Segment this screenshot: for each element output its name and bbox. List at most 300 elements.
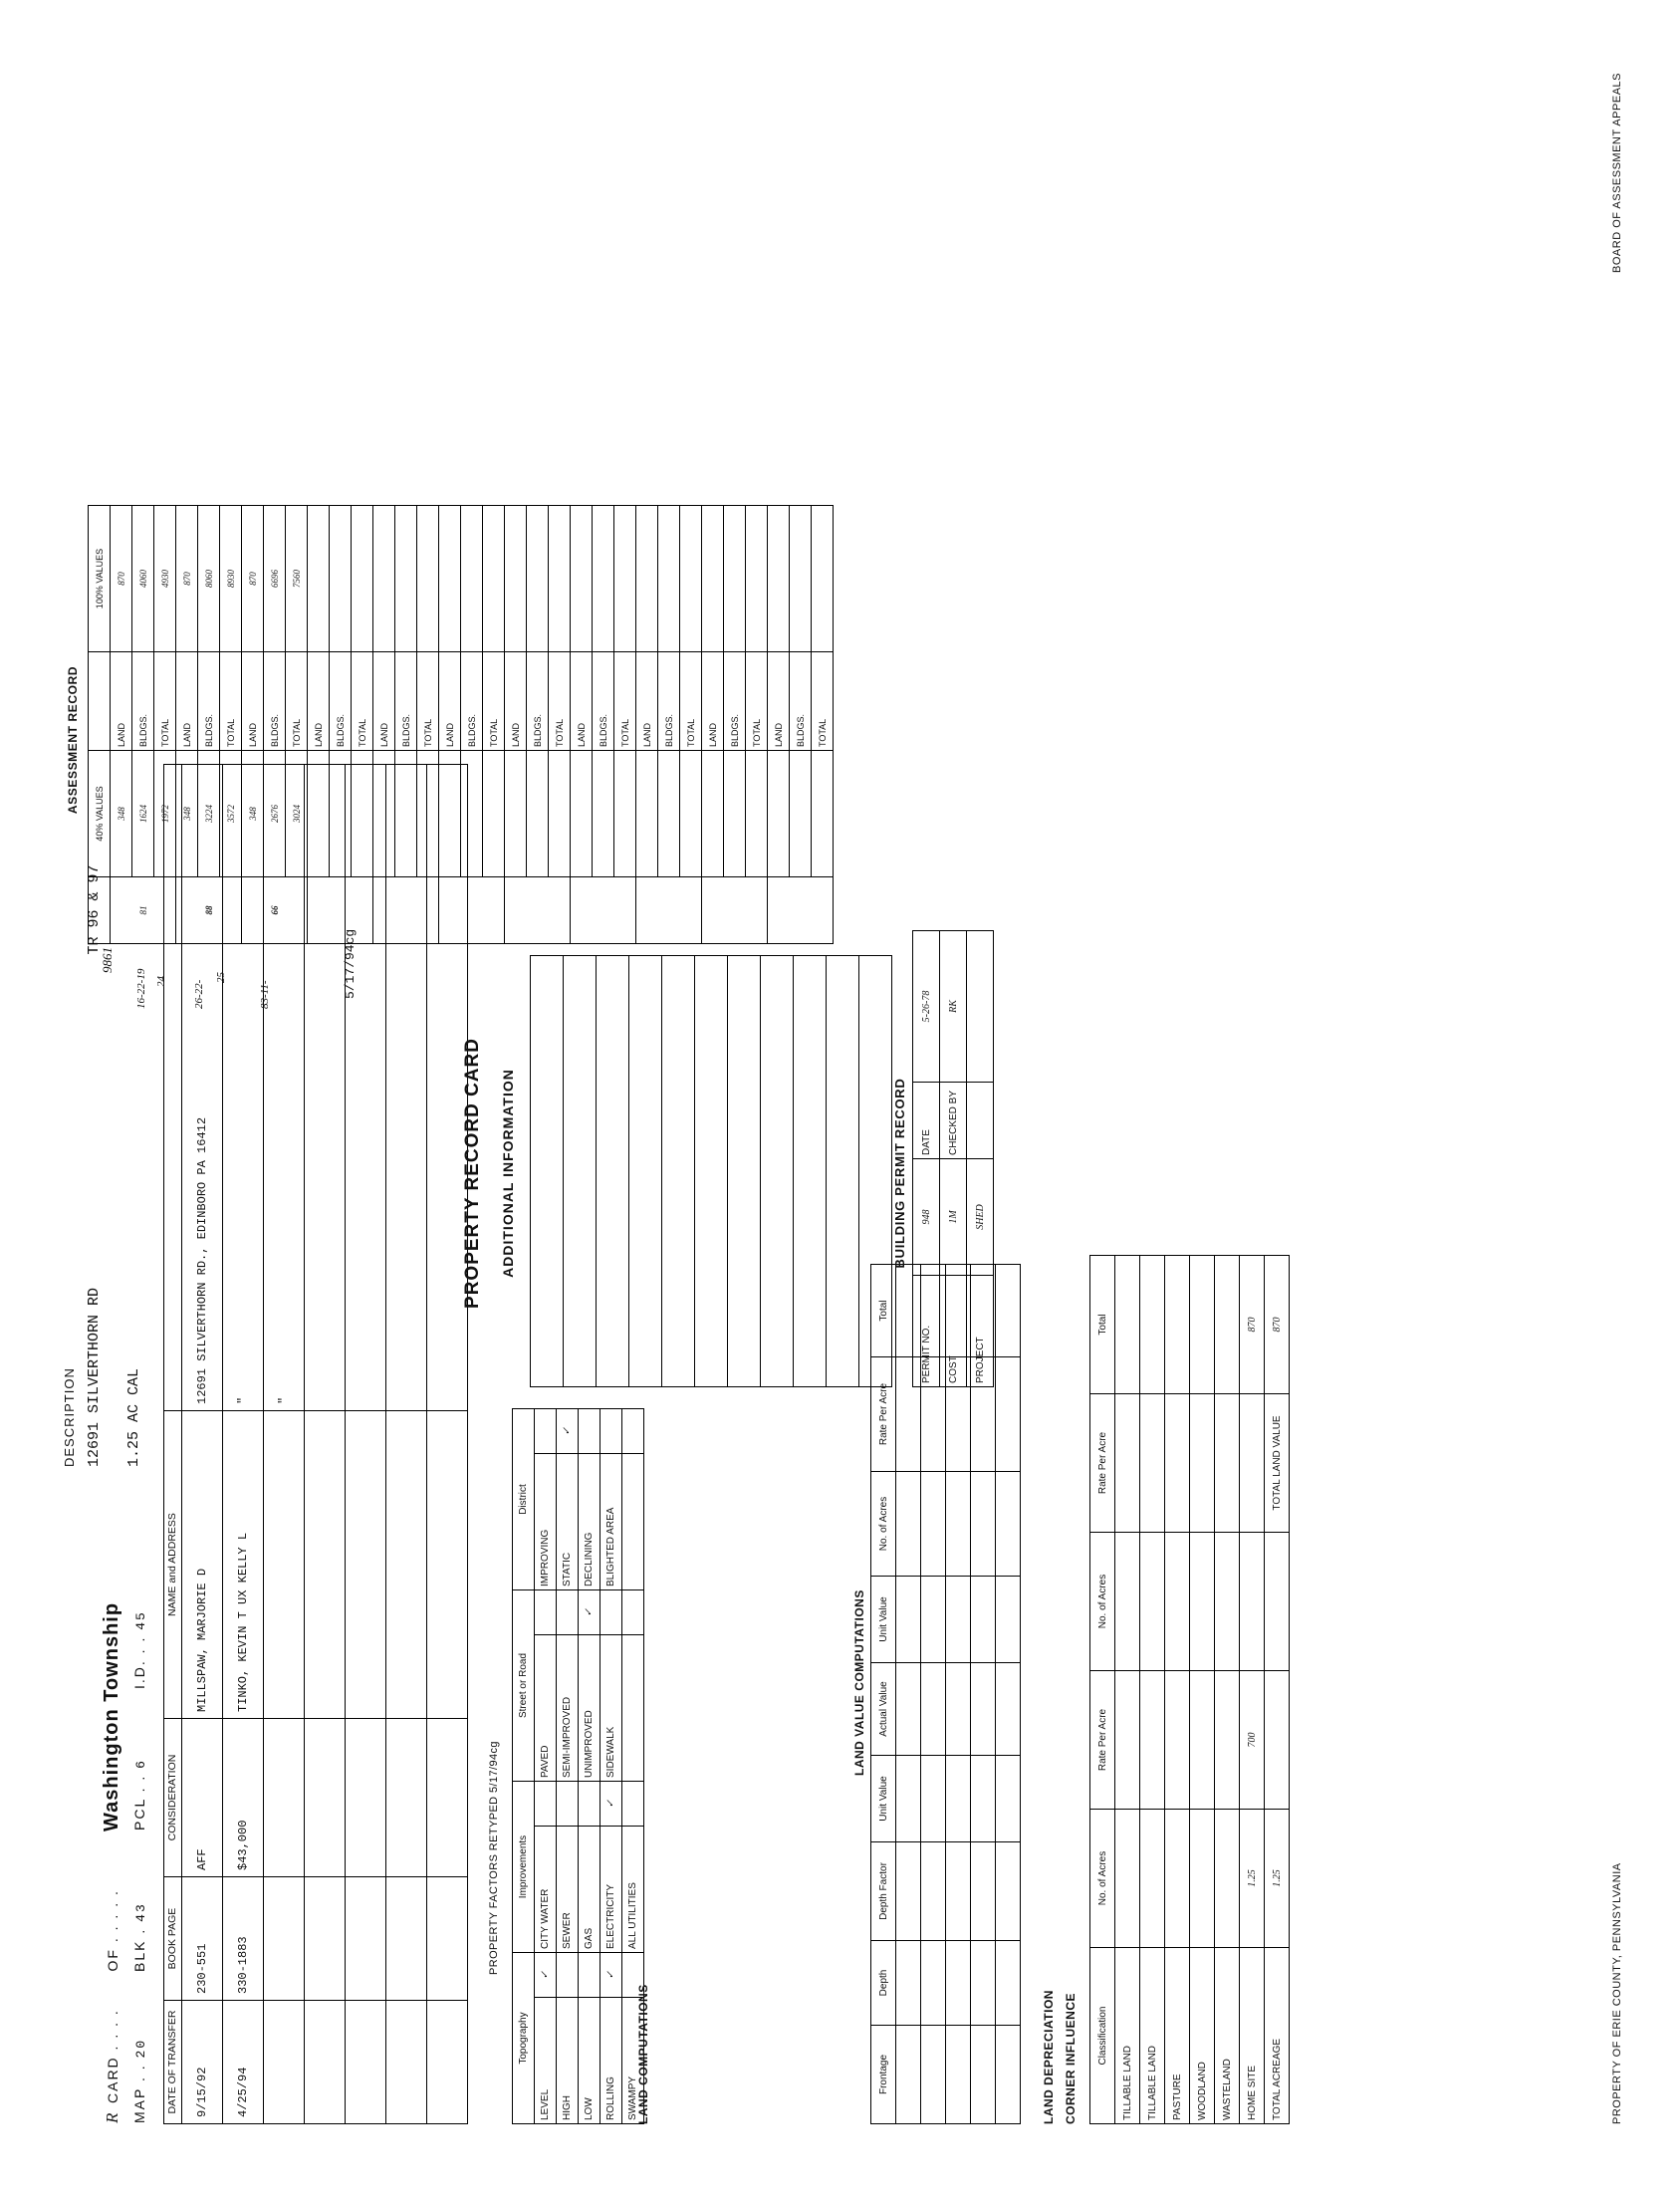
cell-depth-factor[interactable] bbox=[920, 1842, 945, 1941]
cell-acres-2[interactable] bbox=[1189, 1533, 1214, 1671]
land-depreciation-label: LAND DEPRECIATION bbox=[1041, 1990, 1056, 2124]
cell-unit-value[interactable] bbox=[970, 1756, 995, 1842]
assessment-100[interactable] bbox=[613, 506, 635, 652]
cell-unit-value[interactable] bbox=[895, 1756, 920, 1842]
cell-acres-2[interactable] bbox=[1164, 1533, 1189, 1671]
cell-frontage[interactable] bbox=[945, 2026, 970, 2124]
cell-rate[interactable] bbox=[1139, 1671, 1164, 1810]
cell-book-page bbox=[345, 1877, 385, 2001]
addl-line[interactable] bbox=[760, 956, 793, 1387]
cell-date bbox=[304, 2001, 345, 2124]
bpr-value-permit-no[interactable]: 948 bbox=[912, 1159, 939, 1276]
assessment-row-label: TOTAL bbox=[679, 652, 701, 751]
cell-consideration bbox=[263, 1719, 304, 1877]
cell-date: 9/15/92 bbox=[181, 2001, 222, 2124]
cell-acres-2[interactable] bbox=[1214, 1533, 1239, 1671]
impr-check[interactable] bbox=[621, 1782, 643, 1827]
cell-total[interactable] bbox=[1189, 1256, 1214, 1394]
cell-rate-2[interactable] bbox=[1139, 1394, 1164, 1533]
assessment-row-label: LAND bbox=[635, 652, 657, 751]
assessment-row-label: LAND bbox=[570, 652, 592, 751]
id-label: I.D. bbox=[130, 1659, 147, 1689]
district-check[interactable]: ✓ bbox=[556, 1409, 578, 1454]
impr-check[interactable]: ✓ bbox=[600, 1782, 621, 1827]
assessment-100[interactable]: 4930 bbox=[153, 506, 175, 652]
cell-acres[interactable]: 1.25 bbox=[1239, 1810, 1264, 1948]
assessment-40[interactable] bbox=[394, 751, 416, 877]
cell-acres[interactable] bbox=[1214, 1810, 1239, 1948]
assessment-40[interactable]: 348 bbox=[110, 751, 131, 877]
cell-date bbox=[345, 2001, 385, 2124]
table-row bbox=[534, 1409, 556, 2124]
cell-unit-value[interactable] bbox=[945, 1756, 970, 1842]
table-row bbox=[895, 1265, 920, 2124]
pcl-value: 6 bbox=[132, 1759, 148, 1769]
assessment-40[interactable]: 348 bbox=[241, 751, 263, 877]
assessment-row-label: TOTAL bbox=[416, 652, 438, 751]
table-row bbox=[858, 956, 891, 1387]
cell-depth[interactable] bbox=[895, 1941, 920, 2026]
assessment-100[interactable] bbox=[701, 506, 723, 652]
cell-address: 12691 SILVERTHORN RD., EDINBORO PA 16412 bbox=[181, 765, 222, 1411]
cell-name: TINKO, KEVIN T UX KELLY L bbox=[222, 1411, 263, 1719]
assessment-40[interactable] bbox=[592, 751, 613, 877]
assessment-40[interactable]: 3024 bbox=[285, 751, 307, 877]
assessment-100[interactable]: 4060 bbox=[131, 506, 153, 652]
th-total: Total bbox=[870, 1265, 895, 1357]
assessment-40[interactable] bbox=[329, 751, 351, 877]
cell-rate-2[interactable] bbox=[1164, 1394, 1189, 1533]
th-row-label bbox=[88, 652, 110, 751]
cell-frontage[interactable] bbox=[920, 2026, 945, 2124]
cell-depth[interactable] bbox=[995, 1941, 1020, 2026]
cell-rate-2[interactable] bbox=[1114, 1394, 1139, 1533]
addl-line[interactable] bbox=[628, 956, 661, 1387]
cell-rate[interactable] bbox=[1189, 1671, 1214, 1810]
district-spacer-check bbox=[621, 1409, 643, 1454]
assessment-100[interactable] bbox=[679, 506, 701, 652]
addl-line[interactable] bbox=[694, 956, 727, 1387]
assessment-40[interactable] bbox=[723, 751, 745, 877]
bpr-value-date[interactable]: 5-26-78 bbox=[912, 931, 939, 1083]
assessment-100[interactable] bbox=[723, 506, 745, 652]
cell-date: 4/25/94 bbox=[222, 2001, 263, 2124]
assessment-100[interactable] bbox=[548, 506, 570, 652]
cell-actual-value[interactable] bbox=[945, 1663, 970, 1756]
assessment-year[interactable] bbox=[767, 877, 833, 944]
table-row bbox=[1114, 1256, 1139, 2124]
bpr-value-checked-by[interactable]: RK bbox=[939, 931, 966, 1083]
table-row bbox=[694, 956, 727, 1387]
cell-total[interactable] bbox=[1114, 1256, 1139, 1394]
assessment-year[interactable]: 88 bbox=[175, 877, 241, 944]
cell-acres[interactable] bbox=[970, 1472, 995, 1577]
total-land-value[interactable]: 870 bbox=[1264, 1256, 1289, 1394]
cell-depth-factor[interactable] bbox=[970, 1842, 995, 1941]
assessment-40[interactable] bbox=[548, 751, 570, 877]
district-label: DECLINING bbox=[578, 1454, 600, 1590]
district-check[interactable] bbox=[578, 1409, 600, 1454]
route-value: TR 96 & 97 bbox=[85, 864, 103, 955]
assessment-40[interactable] bbox=[767, 751, 789, 877]
addl-line[interactable] bbox=[727, 956, 760, 1387]
assessment-40[interactable] bbox=[372, 751, 394, 877]
table-row bbox=[563, 956, 596, 1387]
cell-actual-value[interactable] bbox=[970, 1663, 995, 1756]
cell-rate-2[interactable] bbox=[1239, 1394, 1264, 1533]
cell-rate-2[interactable] bbox=[1189, 1394, 1214, 1533]
cell-rate[interactable] bbox=[1164, 1671, 1189, 1810]
cell-unit-value[interactable] bbox=[920, 1756, 945, 1842]
table-row bbox=[110, 506, 131, 944]
th-topography: Topography bbox=[512, 1953, 534, 2124]
th-unit-value: Unit Value bbox=[870, 1756, 895, 1842]
table-row bbox=[939, 931, 966, 1387]
footer-right: BOARD OF ASSESSMENT APPEALS bbox=[1610, 73, 1623, 273]
table-row bbox=[504, 506, 526, 944]
assessment-100[interactable] bbox=[767, 506, 789, 652]
impr-label: SEWER bbox=[556, 1827, 578, 1953]
assessment-row-label: TOTAL bbox=[482, 652, 504, 751]
assessment-100[interactable]: 7560 bbox=[285, 506, 307, 652]
card-field: CARD . . . . bbox=[104, 2009, 120, 2103]
cell-book-page bbox=[304, 1877, 345, 2001]
assessment-100[interactable] bbox=[372, 506, 394, 652]
assessment-100[interactable] bbox=[307, 506, 329, 652]
assessment-annotation: 83-11- bbox=[258, 980, 271, 1009]
assessment-year[interactable] bbox=[438, 877, 504, 944]
assessment-row-label: BLDGS. bbox=[394, 652, 416, 751]
assessment-year[interactable] bbox=[307, 877, 372, 944]
assessment-year[interactable] bbox=[635, 877, 701, 944]
assessment-row-label: TOTAL bbox=[285, 652, 307, 751]
addl-line[interactable] bbox=[596, 956, 628, 1387]
cell-depth-factor[interactable] bbox=[995, 1842, 1020, 1941]
impr-label: ELECTRICITY bbox=[600, 1827, 621, 1953]
cell-classification: WOODLAND bbox=[1189, 1948, 1214, 2124]
cell-rate[interactable] bbox=[995, 1357, 1020, 1472]
map-value: 20 bbox=[132, 2038, 148, 2059]
assessment-row-label: TOTAL bbox=[745, 652, 767, 751]
cell-depth[interactable] bbox=[920, 1941, 945, 2026]
cell-total-acreage-label: TOTAL ACREAGE bbox=[1264, 1948, 1289, 2124]
cell-consideration bbox=[385, 1719, 426, 1877]
assessment-year[interactable] bbox=[701, 877, 767, 944]
cell-total[interactable] bbox=[1214, 1256, 1239, 1394]
assessment-row-label: TOTAL bbox=[613, 652, 635, 751]
cell-consideration: $43,000 bbox=[222, 1719, 263, 1877]
assessment-40[interactable] bbox=[811, 751, 833, 877]
assessment-40[interactable] bbox=[745, 751, 767, 877]
th-acres: No. of Acres bbox=[1089, 1810, 1114, 1948]
header-scribble: R bbox=[102, 2112, 120, 2123]
description-label: DESCRIPTION bbox=[61, 1367, 77, 1467]
impr-check[interactable] bbox=[556, 1782, 578, 1827]
table-row bbox=[600, 1409, 621, 2124]
impr-check[interactable] bbox=[578, 1782, 600, 1827]
cell-rate[interactable] bbox=[1264, 1671, 1289, 1810]
assessment-40[interactable] bbox=[701, 751, 723, 877]
table-row bbox=[701, 506, 723, 944]
cell-acres[interactable] bbox=[945, 1472, 970, 1577]
topo-label: HIGH bbox=[556, 1998, 578, 2124]
assessment-40[interactable] bbox=[635, 751, 657, 877]
assessment-row-label: LAND bbox=[307, 652, 329, 751]
assessment-100[interactable]: 870 bbox=[241, 506, 263, 652]
land-value-computations-label: LAND VALUE COMPUTATIONS bbox=[851, 1589, 866, 1776]
assessment-40[interactable] bbox=[482, 751, 504, 877]
table-row bbox=[661, 956, 694, 1387]
table-row bbox=[760, 956, 793, 1387]
cell-actual-value[interactable] bbox=[995, 1663, 1020, 1756]
th-no-of-acres: No. of Acres bbox=[870, 1472, 895, 1577]
assessment-40[interactable] bbox=[351, 751, 372, 877]
topo-check[interactable]: ✓ bbox=[600, 1953, 621, 1998]
assessment-100[interactable]: 8060 bbox=[197, 506, 219, 652]
table-row bbox=[1214, 1256, 1239, 2124]
bpr-label-date: DATE bbox=[912, 1083, 939, 1159]
of-label: OF bbox=[104, 1948, 120, 1972]
th-acres-2: No. of Acres bbox=[1089, 1533, 1114, 1671]
table-row bbox=[426, 765, 467, 2124]
cell-depth-factor[interactable] bbox=[945, 1842, 970, 1941]
cell-acres[interactable] bbox=[995, 1472, 1020, 1577]
cell-depth-factor[interactable] bbox=[895, 1842, 920, 1941]
cell-book-page bbox=[426, 1877, 467, 2001]
map-field: MAP . . 20 bbox=[130, 2038, 148, 2123]
building-permit-record-label: BUILDING PERMIT RECORD bbox=[891, 1078, 907, 1269]
id-value: 45 bbox=[132, 1610, 148, 1630]
street-check[interactable]: ✓ bbox=[578, 1590, 600, 1635]
assessment-record-title: ASSESSMENT RECORD bbox=[65, 665, 80, 815]
cell-unit-value-2[interactable] bbox=[920, 1577, 945, 1663]
assessment-100[interactable] bbox=[789, 506, 811, 652]
table-row bbox=[1139, 1256, 1164, 2124]
cell-acres[interactable] bbox=[1164, 1810, 1189, 1948]
district-spacer bbox=[621, 1454, 643, 1590]
th-frontage: Frontage bbox=[870, 2026, 895, 2124]
assessment-100[interactable]: 870 bbox=[110, 506, 131, 652]
cell-acres[interactable] bbox=[1114, 1810, 1139, 1948]
bpr-label-cost: COST bbox=[939, 1276, 966, 1387]
cell-acres[interactable] bbox=[1189, 1810, 1214, 1948]
cell-acres[interactable] bbox=[920, 1472, 945, 1577]
assessment-40[interactable] bbox=[679, 751, 701, 877]
addl-line[interactable] bbox=[826, 956, 858, 1387]
cell-unit-value-2[interactable] bbox=[995, 1577, 1020, 1663]
assessment-40[interactable] bbox=[460, 751, 482, 877]
cell-unit-value-2[interactable] bbox=[945, 1577, 970, 1663]
cell-date bbox=[385, 2001, 426, 2124]
assessment-row-label: BLDGS. bbox=[657, 652, 679, 751]
topo-check[interactable]: ✓ bbox=[534, 1953, 556, 1998]
cell-depth[interactable] bbox=[945, 1941, 970, 2026]
assessment-40[interactable] bbox=[307, 751, 329, 877]
land-value-computations-table bbox=[870, 1264, 1021, 2124]
cell-actual-value[interactable] bbox=[895, 1663, 920, 1756]
district-check[interactable] bbox=[600, 1409, 621, 1454]
assessment-40[interactable] bbox=[613, 751, 635, 877]
topo-label: ROLLING bbox=[600, 1998, 621, 2124]
assessment-100[interactable] bbox=[592, 506, 613, 652]
addl-line[interactable] bbox=[563, 956, 596, 1387]
assessment-row-label: LAND bbox=[110, 652, 131, 751]
street-check[interactable] bbox=[556, 1590, 578, 1635]
assessment-100[interactable]: 870 bbox=[175, 506, 197, 652]
cell-book-page: 330-1883 bbox=[222, 1877, 263, 2001]
cell-total[interactable] bbox=[1164, 1256, 1189, 1394]
assessment-row-label: TOTAL bbox=[351, 652, 372, 751]
th-40-values: 40% VALUES bbox=[88, 751, 110, 877]
assessment-100[interactable] bbox=[416, 506, 438, 652]
assessment-year[interactable] bbox=[570, 877, 635, 944]
assessment-40[interactable]: 2676 bbox=[263, 751, 285, 877]
assessment-40[interactable]: 1972 bbox=[153, 751, 175, 877]
assessment-record-table bbox=[88, 505, 834, 944]
assessment-40[interactable]: 3572 bbox=[219, 751, 241, 877]
addl-line[interactable] bbox=[858, 956, 891, 1387]
assessment-year[interactable] bbox=[372, 877, 438, 944]
district-check[interactable] bbox=[534, 1409, 556, 1454]
assessment-40[interactable] bbox=[416, 751, 438, 877]
cell-unit-value-2[interactable] bbox=[970, 1577, 995, 1663]
cell-frontage[interactable] bbox=[995, 2026, 1020, 2124]
assessment-40[interactable]: 348 bbox=[175, 751, 197, 877]
cell-name bbox=[304, 1411, 345, 1719]
table-row bbox=[635, 506, 657, 944]
assessment-100[interactable] bbox=[526, 506, 548, 652]
cell-unit-value-2[interactable] bbox=[895, 1577, 920, 1663]
cell-total[interactable] bbox=[1139, 1256, 1164, 1394]
assessment-100[interactable] bbox=[745, 506, 767, 652]
cell-actual-value[interactable] bbox=[920, 1663, 945, 1756]
cell-classification: WASTELAND bbox=[1214, 1948, 1239, 2124]
cell-unit-value[interactable] bbox=[995, 1756, 1020, 1842]
assessment-100[interactable] bbox=[438, 506, 460, 652]
addl-line[interactable] bbox=[530, 956, 563, 1387]
street-check[interactable] bbox=[600, 1590, 621, 1635]
assessment-40[interactable] bbox=[504, 751, 526, 877]
addl-line[interactable] bbox=[661, 956, 694, 1387]
pcl-field: PCL . . 6 bbox=[130, 1759, 148, 1831]
cell-total-acres[interactable]: 1.25 bbox=[1264, 1810, 1289, 1948]
assessment-100[interactable] bbox=[329, 506, 351, 652]
assessment-40[interactable] bbox=[789, 751, 811, 877]
assessment-40[interactable] bbox=[570, 751, 592, 877]
cell-classification: TILLABLE LAND bbox=[1139, 1948, 1164, 2124]
assessment-100[interactable] bbox=[570, 506, 592, 652]
assessment-100[interactable] bbox=[482, 506, 504, 652]
bpr-blank-label bbox=[966, 1083, 993, 1159]
cell-total[interactable]: 870 bbox=[1239, 1256, 1264, 1394]
assessment-100[interactable] bbox=[635, 506, 657, 652]
bpr-value-cost[interactable]: 1M bbox=[939, 1159, 966, 1276]
bpr-blank-value[interactable] bbox=[966, 931, 993, 1083]
assessment-100[interactable] bbox=[657, 506, 679, 652]
cell-classification: PASTURE bbox=[1164, 1948, 1189, 2124]
bpr-value-project[interactable]: SHED bbox=[966, 1159, 993, 1276]
assessment-40[interactable] bbox=[438, 751, 460, 877]
assessment-100[interactable] bbox=[460, 506, 482, 652]
assessment-year[interactable] bbox=[504, 877, 570, 944]
cell-depth[interactable] bbox=[970, 1941, 995, 2026]
assessment-100[interactable] bbox=[811, 506, 833, 652]
cell-rate[interactable] bbox=[1214, 1671, 1239, 1810]
assessment-100[interactable] bbox=[394, 506, 416, 652]
assessment-100[interactable]: 6696 bbox=[263, 506, 285, 652]
assessment-year[interactable]: 66 bbox=[241, 877, 307, 944]
assessment-100[interactable]: 8930 bbox=[219, 506, 241, 652]
cell-rate[interactable] bbox=[1114, 1671, 1139, 1810]
total-land-value-label: TOTAL LAND VALUE bbox=[1264, 1394, 1289, 1533]
topo-check[interactable] bbox=[556, 1953, 578, 1998]
cell-frontage[interactable] bbox=[895, 2026, 920, 2124]
cell-frontage[interactable] bbox=[970, 2026, 995, 2124]
assessment-100[interactable] bbox=[504, 506, 526, 652]
id-field: I.D. . . 45 bbox=[130, 1610, 148, 1689]
property-factors-table bbox=[512, 1408, 644, 2124]
cell-rate-2[interactable] bbox=[1214, 1394, 1239, 1533]
street-spacer bbox=[621, 1635, 643, 1782]
th-book-page: BOOK PAGE bbox=[163, 1877, 181, 2001]
description-line2: 1.25 AC CAL bbox=[124, 1367, 142, 1467]
district-label: IMPROVING bbox=[534, 1454, 556, 1590]
th-consideration: CONSIDERATION bbox=[163, 1719, 181, 1877]
cell-acres-2[interactable] bbox=[1264, 1533, 1289, 1671]
assessment-row-label: LAND bbox=[241, 652, 263, 751]
table-row bbox=[307, 506, 329, 944]
assessment-row-label: LAND bbox=[767, 652, 789, 751]
assessment-40[interactable] bbox=[657, 751, 679, 877]
impr-label: GAS bbox=[578, 1827, 600, 1953]
assessment-100[interactable] bbox=[351, 506, 372, 652]
assessment-40[interactable] bbox=[526, 751, 548, 877]
street-check[interactable] bbox=[534, 1590, 556, 1635]
assessment-row-label: LAND bbox=[701, 652, 723, 751]
table-row bbox=[767, 506, 789, 944]
cell-name: MILLSPAW, MARJORIE D bbox=[181, 1411, 222, 1719]
street-label: SEMI-IMPROVED bbox=[556, 1635, 578, 1782]
assessment-row-label: TOTAL bbox=[153, 652, 175, 751]
table-row bbox=[570, 506, 592, 944]
cell-acres[interactable] bbox=[1139, 1810, 1164, 1948]
topo-check[interactable] bbox=[578, 1953, 600, 1998]
blk-value: 43 bbox=[132, 1902, 148, 1922]
assessment-40[interactable]: 1624 bbox=[131, 751, 153, 877]
map-label: MAP bbox=[130, 2086, 147, 2123]
transfer-header-row bbox=[163, 765, 181, 2124]
cell-total[interactable] bbox=[995, 1265, 1020, 1357]
retyped-note: PROPERTY FACTORS RETYPED 5/17/94cg bbox=[487, 1741, 500, 1975]
addl-line[interactable] bbox=[793, 956, 826, 1387]
th-unit-value-2: Unit Value bbox=[870, 1577, 895, 1663]
impr-check[interactable] bbox=[534, 1782, 556, 1827]
th-rate-per-acre: Rate Per Acre bbox=[870, 1357, 895, 1472]
cell-acres-2[interactable] bbox=[1139, 1533, 1164, 1671]
cell-acres-2[interactable] bbox=[1114, 1533, 1139, 1671]
assessment-row-label: BLDGS. bbox=[789, 652, 811, 751]
cell-acres-2[interactable] bbox=[1239, 1533, 1264, 1671]
street-label: PAVED bbox=[534, 1635, 556, 1782]
street-spacer-check bbox=[621, 1590, 643, 1635]
footer-left: PROPERTY OF ERIE COUNTY, PENNSYLVANIA bbox=[1610, 1862, 1623, 2124]
cell-acres[interactable] bbox=[895, 1472, 920, 1577]
th-classification: Classification bbox=[1089, 1948, 1114, 2124]
assessment-40[interactable]: 3224 bbox=[197, 751, 219, 877]
assessment-row-label: BLDGS. bbox=[592, 652, 613, 751]
cell-rate[interactable]: 700 bbox=[1239, 1671, 1264, 1810]
assessment-year[interactable]: 81 bbox=[110, 877, 175, 944]
